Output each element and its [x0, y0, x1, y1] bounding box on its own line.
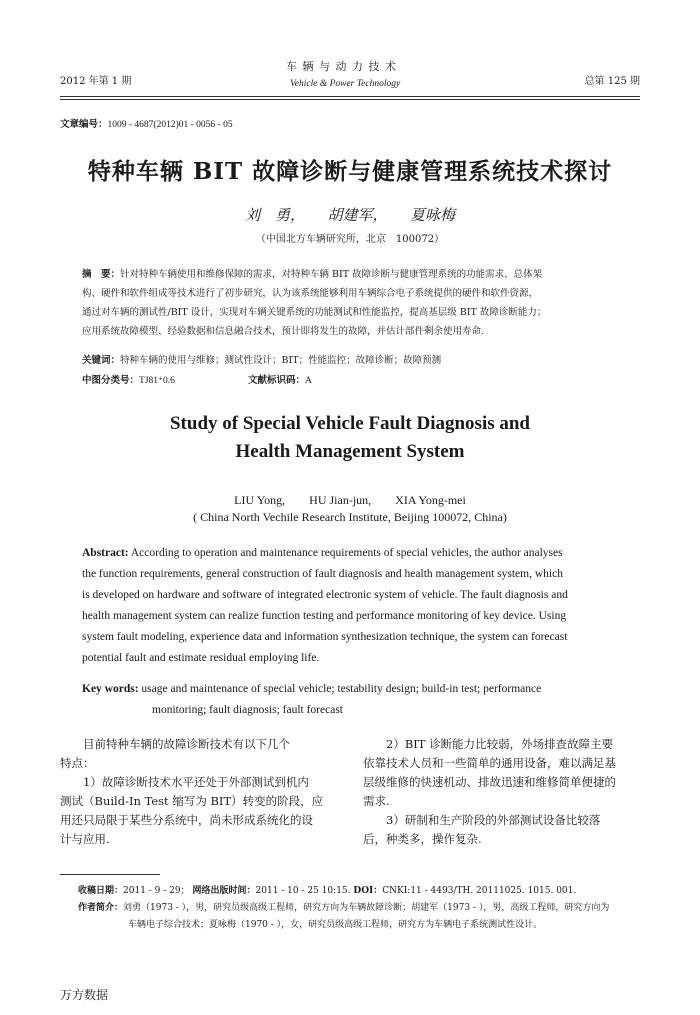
body-line: 需求. — [363, 794, 390, 808]
document-code — [248, 372, 312, 386]
abstract-en-line: is developed on hardware and software of integrated electronic system of vehicle. The fault diagnosis and — [82, 589, 568, 601]
abstract-cn-label: 摘 要： — [82, 269, 121, 280]
classification-label: 中图分类号： — [82, 375, 140, 386]
author-intro-label: 作者简介： — [78, 903, 124, 913]
body-line: 1）故障诊断技术水平还处于外部测试到机内 — [60, 775, 309, 789]
doi-value: CNKI:11 - 4493/TH. 20111025. 1015. 001. — [382, 886, 577, 896]
issue-label: 2012 年第 1 期 — [60, 76, 132, 87]
abstract-en-line: potential fault and estimate residual employing life. — [82, 652, 320, 664]
body-line: 特点： — [60, 756, 95, 770]
abstract-cn — [82, 265, 622, 341]
abstract-en-line: health management system can realize function testing and performance monitoring of key device. Using — [82, 610, 567, 622]
keywords-en-line: monitoring; fault diagnosis; fault forecast — [152, 704, 343, 716]
abstract-cn-line: 构、硬件和软件组成等技术进行了初步研究，认为该系统能够利用车辆综合电子系统提供的硬件和软件资源， — [82, 288, 539, 299]
article-number-value: 1009 - 4687(2012)01 - 0056 - 05 — [107, 120, 233, 130]
body-line: 层级维修的快速机动、排故迅速和维修简单便捷的 — [363, 775, 616, 789]
journal-name-en: Vehicle & Power Technology — [290, 79, 401, 89]
received-label: 收稿日期： — [78, 886, 124, 896]
keywords-cn-label: 关键词： — [82, 355, 121, 366]
document-code-label: 文献标识码： — [248, 375, 306, 386]
body-line: 2）BIT 诊断能力比较弱，外场排查故障主要 — [363, 737, 614, 751]
keywords-en — [82, 679, 622, 721]
header-rule-thin — [60, 99, 640, 100]
header-rule — [60, 96, 640, 97]
abstract-en-line: the function requirements, general construction of fault diagnosis and health management system, which — [82, 568, 563, 580]
page-title: 特种车辆 BIT 故障诊断与健康管理系统技术探讨 — [87, 158, 613, 185]
abstract-en — [82, 543, 622, 669]
online-label: 网络出版时间： — [192, 886, 256, 896]
abstract-cn-line: 应用系统故障模型、经验数据和信息融合技术，预计即将发生的故障，并估计部件剩余使用寿命. — [82, 326, 485, 337]
abstract-cn-line — [82, 265, 622, 284]
abstract-cn-line: 通过对车辆的测试性/BIT 设计，实现对车辆关键系统的功能测试和性能监控，提高基层级 BIT 故障诊断能力； — [82, 307, 547, 318]
journal-name-cn: 车 辆 与 动 力 技 术 — [286, 60, 397, 73]
body-line: 测试（Build-In Test 缩写为 BIT）转变的阶段，应 — [60, 794, 324, 808]
abstract-en-line — [82, 543, 622, 564]
affiliation-cn: （中国北方车辆研究所，北京 100072） — [255, 234, 445, 245]
title-en — [0, 410, 700, 466]
abstract-en-text: According to operation and maintenance requirements of special vehicles, the author analyses — [130, 547, 563, 559]
keywords-en-line — [82, 679, 622, 700]
article-number — [60, 116, 233, 130]
online-date: 2011 - 10 - 25 10:15. — [255, 886, 351, 896]
article-number-label: 文章编号： — [60, 119, 108, 130]
keywords-cn — [82, 352, 441, 366]
body-line: 用还只局限于某些分系统中，尚未形成系统化的设 — [60, 813, 313, 827]
classification — [82, 372, 175, 386]
body-line: 后，种类多，操作复杂. — [363, 832, 482, 846]
keywords-en-label: Key words: — [82, 683, 139, 695]
body-line: 依靠技术人员和一些简单的通用设备，难以满足基 — [363, 756, 616, 770]
body-line: 计与应用. — [60, 832, 110, 846]
document-code-value: A — [305, 376, 312, 386]
body-column-left — [60, 735, 342, 849]
footnote-received — [78, 884, 658, 899]
footnote-author-cont: 车辆电子综合技术；夏咏梅（1970 - ），女，研究员级高级工程师，研究方为车辆电子系统测试性设计。 — [128, 920, 543, 930]
classification-value: TJ81⁺0.6 — [139, 376, 175, 386]
abstract-cn-text: 针对特种车辆使用和维修保障的需求，对特种车辆 BIT 故障诊断与健康管理系统的功能需求、总体架 — [120, 269, 543, 280]
title-en-line: Study of Special Vehicle Fault Diagnosis and — [169, 413, 531, 434]
keywords-en-text: usage and maintenance of special vehicle; testability design; build-in test; performance — [141, 683, 542, 695]
abstract-en-line: system fault modeling, experience data and information synthesization technique, the system can forecast — [82, 631, 568, 643]
body-line: 目前特种车辆的故障诊断技术有以下几个 — [60, 737, 290, 751]
footnote-author — [78, 901, 658, 916]
watermark: 万方数据 — [60, 988, 109, 1002]
author-intro-line1: 刘勇（1973 - ），男，研究员级高级工程师，研究方向为车辆故障诊断；胡建军（1973 - ），男，高级工程师，研究方向为 — [123, 903, 610, 913]
body-column-right — [363, 735, 645, 849]
received-date: 2011 - 9 - 29； — [123, 886, 190, 896]
authors-cn: 刘 勇， 胡建军， 夏咏梅 — [244, 206, 455, 224]
doi-label: DOI： — [353, 886, 383, 896]
abstract-en-label: Abstract: — [82, 547, 129, 559]
keywords-cn-value: 特种车辆的使用与维修；测试性设计；BIT；性能监控；故障诊断；故障预测 — [120, 355, 442, 366]
title-en-line: Health Management System — [235, 441, 465, 462]
authors-en: LIU Yong, HU Jian-jun, XIA Yong-mei — [234, 493, 466, 507]
body-line: 3）研制和生产阶段的外部测试设备比较落 — [363, 813, 601, 827]
affiliation-en: ( China North Vechile Research Institute, Beijing 100072, China) — [193, 510, 507, 524]
footnote-rule — [60, 874, 160, 875]
total-issue-label: 总第 125 期 — [584, 76, 640, 87]
